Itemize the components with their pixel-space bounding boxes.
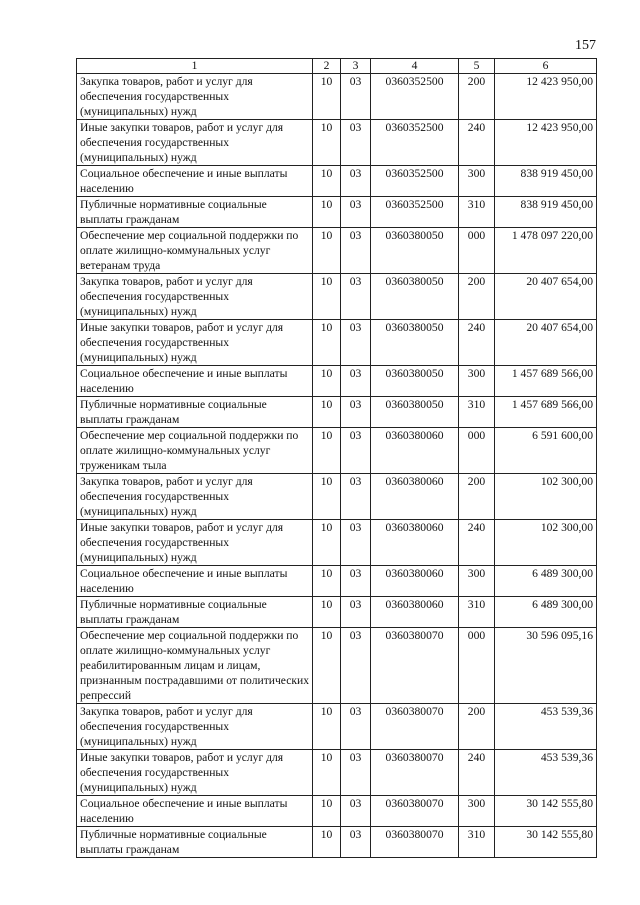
- expense-type-code: 200: [459, 74, 495, 120]
- column-header-2: 2: [313, 59, 341, 74]
- table-body: [77, 74, 597, 858]
- table-header: [77, 59, 597, 74]
- subsection-code: 03: [341, 397, 371, 428]
- table-row: [77, 474, 597, 520]
- amount-cell: 453 539,36: [495, 750, 597, 796]
- subsection-code: 03: [341, 597, 371, 628]
- table-row: [77, 74, 597, 120]
- column-header-6: 6: [495, 59, 597, 74]
- amount-cell: 6 489 300,00: [495, 597, 597, 628]
- section-code: 10: [313, 474, 341, 520]
- row-description: Иные закупки товаров, работ и услуг для обеспечения государственных (муниципальных) нужд: [77, 120, 313, 166]
- row-description: Социальное обеспечение и иные выплаты населению: [77, 566, 313, 597]
- subsection-code: 03: [341, 566, 371, 597]
- target-article-code: 0360380050: [371, 320, 459, 366]
- section-code: 10: [313, 827, 341, 858]
- subsection-code: 03: [341, 366, 371, 397]
- amount-cell: 30 596 095,16: [495, 628, 597, 704]
- table-row: [77, 566, 597, 597]
- subsection-code: 03: [341, 120, 371, 166]
- amount-cell: 1 478 097 220,00: [495, 228, 597, 274]
- row-description: Публичные нормативные социальные выплаты гражданам: [77, 827, 313, 858]
- page-number: 157: [575, 38, 596, 53]
- table-row: [77, 228, 597, 274]
- expense-type-code: 300: [459, 566, 495, 597]
- target-article-code: 0360380050: [371, 397, 459, 428]
- expense-type-code: 200: [459, 274, 495, 320]
- table-row: [77, 166, 597, 197]
- amount-cell: 6 489 300,00: [495, 566, 597, 597]
- expense-type-code: 200: [459, 474, 495, 520]
- expense-type-code: 310: [459, 597, 495, 628]
- row-description: Закупка товаров, работ и услуг для обеспечения государственных (муниципальных) нужд: [77, 704, 313, 750]
- subsection-code: 03: [341, 428, 371, 474]
- subsection-code: 03: [341, 827, 371, 858]
- expense-type-code: 300: [459, 366, 495, 397]
- table-row: [77, 796, 597, 827]
- column-header-5: 5: [459, 59, 495, 74]
- subsection-code: 03: [341, 197, 371, 228]
- section-code: 10: [313, 120, 341, 166]
- section-code: 10: [313, 366, 341, 397]
- table-row: [77, 320, 597, 366]
- amount-cell: 20 407 654,00: [495, 274, 597, 320]
- section-code: 10: [313, 520, 341, 566]
- amount-cell: 30 142 555,80: [495, 796, 597, 827]
- amount-cell: 102 300,00: [495, 520, 597, 566]
- target-article-code: 0360380070: [371, 827, 459, 858]
- table-row: [77, 366, 597, 397]
- expense-type-code: 300: [459, 166, 495, 197]
- table-row: [77, 628, 597, 704]
- target-article-code: 0360380060: [371, 520, 459, 566]
- amount-cell: 453 539,36: [495, 704, 597, 750]
- table-row: [77, 197, 597, 228]
- expense-type-code: 200: [459, 704, 495, 750]
- target-article-code: 0360380060: [371, 474, 459, 520]
- target-article-code: 0360380050: [371, 274, 459, 320]
- expense-type-code: 240: [459, 320, 495, 366]
- row-description: Публичные нормативные социальные выплаты гражданам: [77, 397, 313, 428]
- section-code: 10: [313, 228, 341, 274]
- column-header-4: 4: [371, 59, 459, 74]
- section-code: 10: [313, 166, 341, 197]
- table-row: [77, 750, 597, 796]
- row-description: Социальное обеспечение и иные выплаты населению: [77, 366, 313, 397]
- expense-type-code: 000: [459, 428, 495, 474]
- expense-type-code: 000: [459, 628, 495, 704]
- target-article-code: 0360380070: [371, 796, 459, 827]
- expense-type-code: 300: [459, 796, 495, 827]
- row-description: Закупка товаров, работ и услуг для обеспечения государственных (муниципальных) нужд: [77, 474, 313, 520]
- section-code: 10: [313, 566, 341, 597]
- target-article-code: 0360352500: [371, 166, 459, 197]
- subsection-code: 03: [341, 166, 371, 197]
- row-description: Публичные нормативные социальные выплаты гражданам: [77, 197, 313, 228]
- row-description: Обеспечение мер социальной поддержки по оплате жилищно-коммунальных услуг реабилитированным лицам и лицам, признанным пострадавшими от политических репрессий: [77, 628, 313, 704]
- row-description: Обеспечение мер социальной поддержки по оплате жилищно-коммунальных услуг труженикам тыла: [77, 428, 313, 474]
- amount-cell: 20 407 654,00: [495, 320, 597, 366]
- amount-cell: 102 300,00: [495, 474, 597, 520]
- target-article-code: 0360380070: [371, 704, 459, 750]
- column-header-3: 3: [341, 59, 371, 74]
- expense-type-code: 310: [459, 397, 495, 428]
- column-header-1: 1: [77, 59, 313, 74]
- section-code: 10: [313, 750, 341, 796]
- expense-type-code: 000: [459, 228, 495, 274]
- subsection-code: 03: [341, 704, 371, 750]
- target-article-code: 0360380060: [371, 597, 459, 628]
- amount-cell: 838 919 450,00: [495, 166, 597, 197]
- target-article-code: 0360380070: [371, 628, 459, 704]
- amount-cell: 1 457 689 566,00: [495, 397, 597, 428]
- target-article-code: 0360352500: [371, 74, 459, 120]
- subsection-code: 03: [341, 520, 371, 566]
- amount-cell: 6 591 600,00: [495, 428, 597, 474]
- expense-type-code: 240: [459, 520, 495, 566]
- amount-cell: 30 142 555,80: [495, 827, 597, 858]
- amount-cell: 12 423 950,00: [495, 120, 597, 166]
- amount-cell: 12 423 950,00: [495, 74, 597, 120]
- subsection-code: 03: [341, 74, 371, 120]
- amount-cell: 1 457 689 566,00: [495, 366, 597, 397]
- subsection-code: 03: [341, 750, 371, 796]
- table-row: [77, 120, 597, 166]
- subsection-code: 03: [341, 628, 371, 704]
- budget-table: [76, 58, 597, 858]
- section-code: 10: [313, 428, 341, 474]
- row-description: Иные закупки товаров, работ и услуг для обеспечения государственных (муниципальных) нужд: [77, 320, 313, 366]
- target-article-code: 0360380050: [371, 366, 459, 397]
- row-description: Социальное обеспечение и иные выплаты населению: [77, 796, 313, 827]
- expense-type-code: 240: [459, 120, 495, 166]
- expense-type-code: 310: [459, 197, 495, 228]
- expense-type-code: 310: [459, 827, 495, 858]
- subsection-code: 03: [341, 274, 371, 320]
- table-row: [77, 397, 597, 428]
- row-description: Социальное обеспечение и иные выплаты населению: [77, 166, 313, 197]
- target-article-code: 0360380050: [371, 228, 459, 274]
- section-code: 10: [313, 397, 341, 428]
- row-description: Обеспечение мер социальной поддержки по оплате жилищно-коммунальных услуг ветеранам труда: [77, 228, 313, 274]
- target-article-code: 0360352500: [371, 120, 459, 166]
- row-description: Иные закупки товаров, работ и услуг для обеспечения государственных (муниципальных) нужд: [77, 520, 313, 566]
- row-description: Закупка товаров, работ и услуг для обеспечения государственных (муниципальных) нужд: [77, 274, 313, 320]
- section-code: 10: [313, 796, 341, 827]
- table-row: [77, 428, 597, 474]
- section-code: 10: [313, 197, 341, 228]
- section-code: 10: [313, 274, 341, 320]
- table-row: [77, 597, 597, 628]
- subsection-code: 03: [341, 474, 371, 520]
- section-code: 10: [313, 628, 341, 704]
- target-article-code: 0360380060: [371, 428, 459, 474]
- target-article-code: 0360380070: [371, 750, 459, 796]
- section-code: 10: [313, 597, 341, 628]
- row-description: Закупка товаров, работ и услуг для обеспечения государственных (муниципальных) нужд: [77, 74, 313, 120]
- table-row: [77, 827, 597, 858]
- subsection-code: 03: [341, 320, 371, 366]
- amount-cell: 838 919 450,00: [495, 197, 597, 228]
- table-row: [77, 704, 597, 750]
- expense-type-code: 240: [459, 750, 495, 796]
- row-description: Публичные нормативные социальные выплаты гражданам: [77, 597, 313, 628]
- table-row: [77, 274, 597, 320]
- row-description: Иные закупки товаров, работ и услуг для обеспечения государственных (муниципальных) нужд: [77, 750, 313, 796]
- header-row: [77, 59, 597, 74]
- table-row: [77, 520, 597, 566]
- target-article-code: 0360352500: [371, 197, 459, 228]
- section-code: 10: [313, 320, 341, 366]
- subsection-code: 03: [341, 796, 371, 827]
- section-code: 10: [313, 74, 341, 120]
- section-code: 10: [313, 704, 341, 750]
- target-article-code: 0360380060: [371, 566, 459, 597]
- subsection-code: 03: [341, 228, 371, 274]
